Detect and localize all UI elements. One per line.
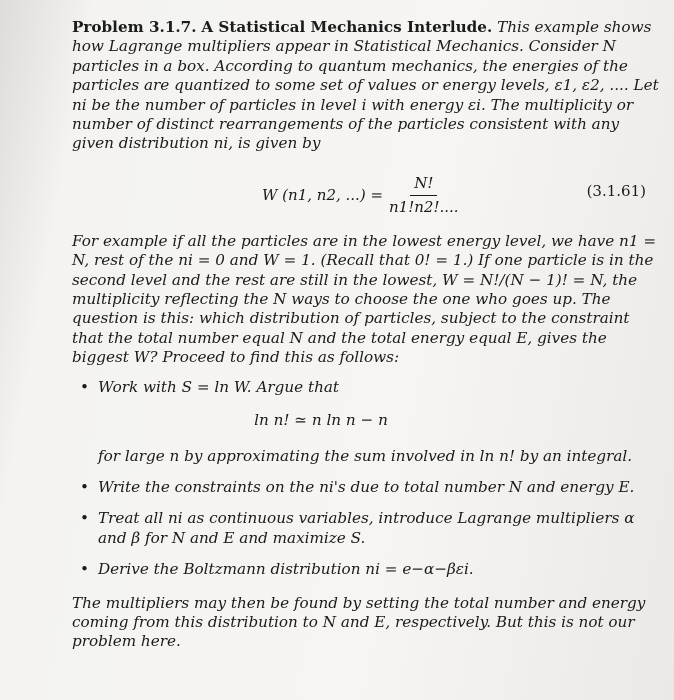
bullet-2-text: Write the constraints on the ni's due to total number N and energy E. [98, 477, 635, 496]
list-item [80, 477, 664, 497]
equation-number: (3.1.61) [586, 181, 646, 200]
equation-fraction [389, 174, 459, 218]
equation-3-1-61 [72, 168, 664, 222]
list-item [80, 377, 664, 466]
bullet-3-text: Treat all ni as continuous variables, introduce Lagrange multipliers α and β for N and E and maximize S. [98, 509, 635, 547]
bullet-icon: • [80, 509, 89, 528]
stirling-approximation: ln n! ≃ n ln n − n [254, 411, 388, 430]
problem-intro-paragraph [72, 18, 664, 154]
closing-paragraph: The multipliers may then be found by setting the total number and energy coming from this distribution to N and E, respectively. But this is not our problem here. [72, 593, 646, 651]
bullet-icon: • [80, 377, 89, 396]
instruction-list [72, 378, 664, 580]
bullet-icon: • [80, 560, 89, 579]
problem-intro-text: This example shows how Lagrange multipliers appear in Statistical Mechanics. Consider N particles in a box. According to quantum mechanics, the energies of the particles are quantized to some set of values or energy levels, ε1, ε2, .... Let ni be the number of particles in level i with energy εi. The multiplicity or number of distinct rearrangements of the particles consistent with any given distribution ni, is given by [72, 18, 659, 153]
equation-numerator: N! [410, 174, 437, 196]
example-paragraph: For example if all the particles are in the lowest energy level, we have n1 = N, rest of the ni = 0 and W = 1. (Recall that 0! = 1.) If one particle is in the second level and the rest are still in the lowest, W = N!/(N − 1)! = N, the multiplicity reflecting the N ways to choose the one who goes up. The question is this: which distribution of particles, subject to the constraint that the total number equal N and the total energy equal E, gives the biggest W? Proceed to find this as follows: [72, 231, 657, 367]
multiplicity-formula [262, 174, 459, 218]
list-item [80, 560, 664, 579]
list-item [80, 509, 664, 548]
bullet-4-text: Derive the Boltzmann distribution ni = e−α−βεi. [98, 560, 474, 579]
bullet-1-tail: for large n by approximating the sum involved in ln n! by an integral. [98, 446, 633, 465]
bullet-1-lead: Work with S = ln W. Argue that [98, 377, 340, 396]
problem-label: Problem 3.1.7. [72, 18, 197, 36]
problem-title: A Statistical Mechanics Interlude. [201, 18, 493, 36]
equation-lhs: W (n1, n2, ...) = [262, 186, 384, 205]
bullet-icon: • [80, 477, 89, 496]
equation-denominator: n1!n2!.... [389, 198, 459, 217]
